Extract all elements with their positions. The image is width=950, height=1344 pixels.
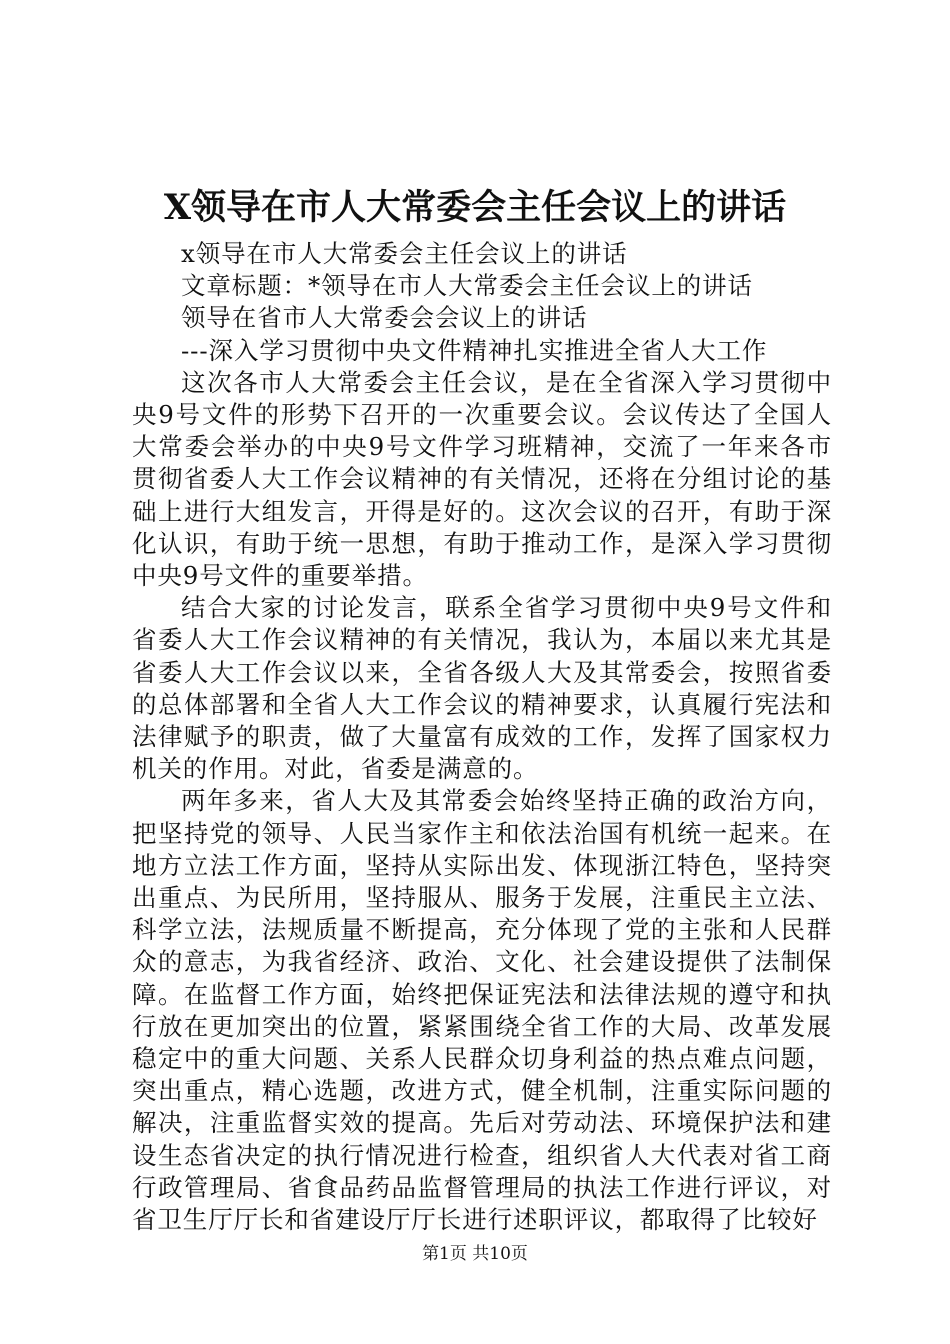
header-line: 领导在省市人大常委会会议上的讲话 [181,303,588,333]
body-paragraph: 结合大家的讨论发言，联系全省学习贯彻中央9号文件和省委人大工作会议精神的有关情况，我认为，本届以来尤其是省委人大工作会议以来，全省各级人大及其常委会，按照省委的总体部署和全省人大工作会议的精神要求，认真履行宪法和法律赋予的职责，做了大量富有成效的工作，发挥了国家权力机关的作用。对此，省委是满意的。 [132,593,832,784]
page-number-footer: 第1页 共10页 [422,1244,528,1264]
header-line: ---深入学习贯彻中央文件精神扎实推进全省人大工作 [181,335,768,365]
document-body [132,238,832,1236]
body-paragraph: 这次各市人大常委会主任会议，是在全省深入学习贯彻中央9号文件的形势下召开的一次重要会议。会议传达了全国人大常委会举办的中央9号文件学习班精神，交流了一年来各市贯彻省委人大工作会议精神的有关情况，还将在分组讨论的基础上进行大组发言，开得是好的。这次会议的召开，有助于深化认识，有助于统一思想，有助于推动工作，是深入学习贯彻中央9号文件的重要举措。 [132,367,832,591]
header-line: 文章标题：*领导在市人大常委会主任会议上的讲话 [181,271,753,301]
document-title: X领导在市人大常委会主任会议上的讲话 [163,187,787,228]
body-paragraph: 两年多来，省人大及其常委会始终坚持正确的政治方向，把坚持党的领导、人民当家作主和依法治国有机统一起来。在地方立法工作方面，坚持从实际出发、体现浙江特色，坚持突出重点、为民所用，坚持服从、服务于发展，注重民主立法、科学立法，法规质量不断提高，充分体现了党的主张和人民群众的意志，为我省经济、政治、文化、社会建设提供了法制保障。在监督工作方面，始终把保证宪法和法律法规的遵守和执行放在更加突出的位置，紧紧围绕全省工作的大局、改革发展稳定中的重大问题、关系人民群众切身利益的热点难点问题，突出重点，精心选题，改进方式，健全机制，注重实际问题的解决，注重监督实效的提高。先后对劳动法、环境保护法和建设生态省决定的执行情况进行检查，组织省人大代表对省工商行政管理局、省食品药品监督管理局的执法工作进行评议，对省卫生厅厅长和省建设厅厅长进行述职评议，都取得了比较好 [132,786,832,1235]
header-line: x领导在市人大常委会主任会议上的讲话 [181,239,628,268]
